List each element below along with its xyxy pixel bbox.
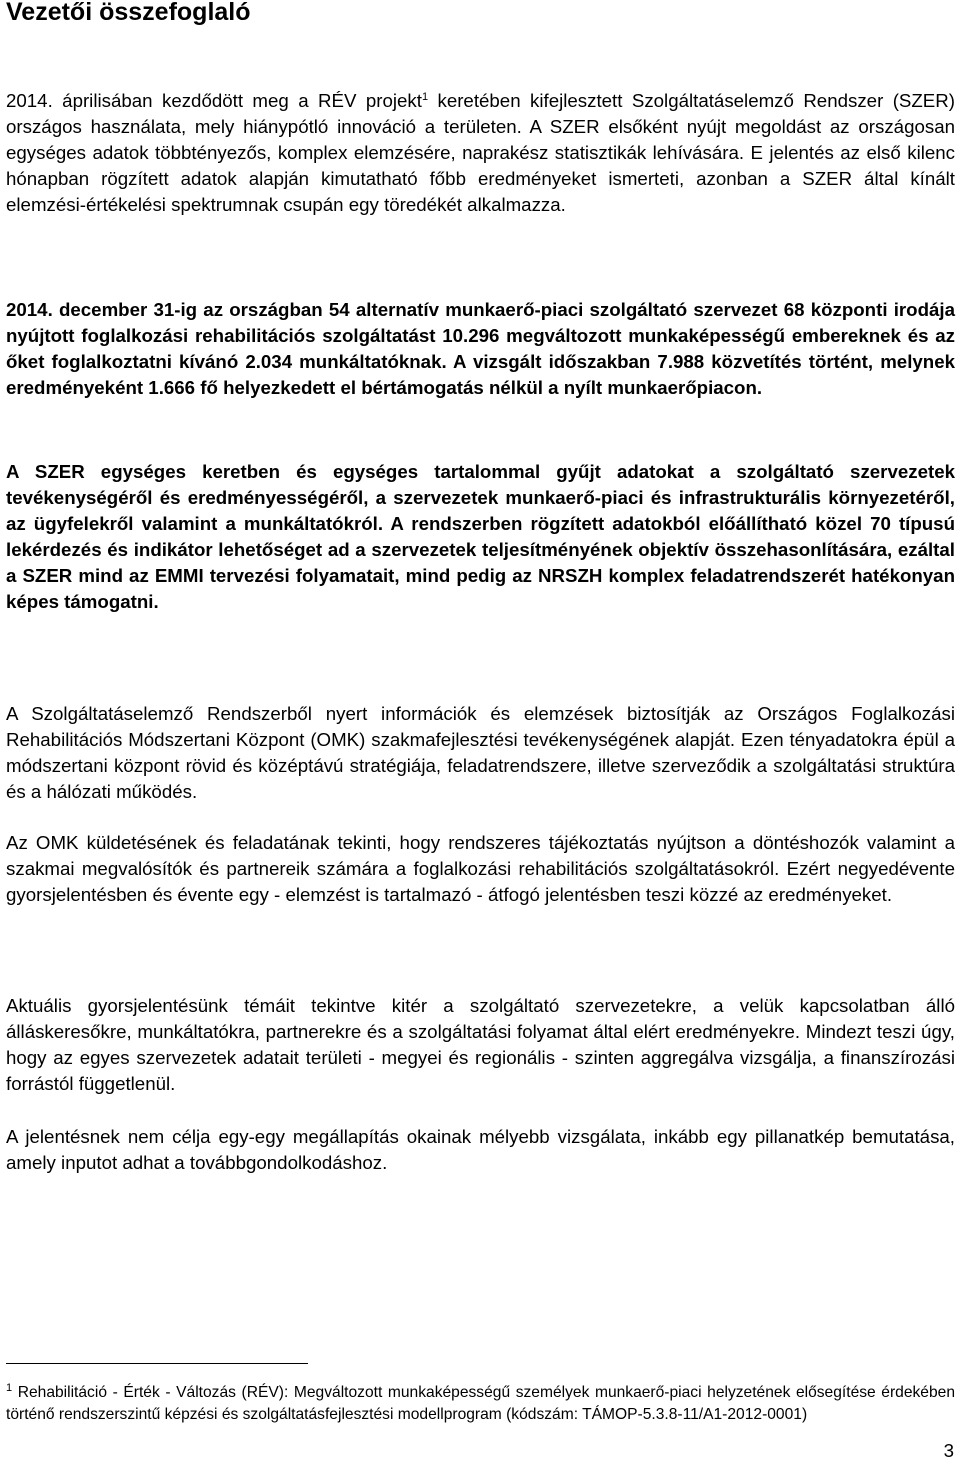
footnote-separator (6, 1363, 308, 1364)
footnote (6, 1382, 955, 1426)
paragraph-intro (6, 88, 955, 218)
page-title: Vezetői összefoglaló (6, 0, 251, 26)
paragraph-omk-foundation: A Szolgáltatáselemző Rendszerből nyert információk és elemzések biztosítják az Országos Foglalkozási Rehabilitációs Módszertani Központ (OMK) szakmafejlesztési tevékenységének alapját. Ezen tényadatokra épül a módszertani központ rövid és középtávú stratégiája, feladatrendszere, illetve szerveződik a szolgáltatási struktúra és a hálózati működés. (6, 703, 955, 802)
paragraph-omk-mission: Az OMK küldetésének és feladatának tekinti, hogy rendszeres tájékoztatás nyújtson a döntéshozók valamint a szakmai megvalósítók és partnereik számára a foglalkozási rehabilitációs szolgáltatásokról. Ezért negyedévente gyorsjelentésben és évente egy - elemzést is tartalmazó - átfogó jelentésben teszi közzé az eredményeket. (6, 832, 955, 905)
paragraph-intro-text-start: 2014. áprilisában kezdődött meg a RÉV projekt (6, 90, 422, 111)
paragraph-intro-text-end: keretében kifejlesztett Szolgáltatáselemző Rendszer (SZER) országos használata, mely hiánypótló innováció a területen. A SZER elsőként nyújt megoldást az országosan egységes adatok többtényezős, komplex elemzésére, naprakész statisztikák lehívására. E jelentés az első kilenc hónapban rögzített adatok alapján kimutatható főbb eredményeket ismerteti, azonban a SZER által kínált elemzési-értékelési spektrumnak csupán egy töredékét alkalmazza. (6, 90, 955, 215)
paragraph-report-purpose: A jelentésnek nem célja egy-egy megállapítás okainak mélyebb vizsgálata, inkább egy pillanatkép bemutatása, amely inputot adhat a továbbgondolkodáshoz. (6, 1126, 955, 1173)
paragraph-key-results: 2014. december 31-ig az országban 54 alternatív munkaerő-piaci szolgáltató szervezet 68 központi irodája nyújtott foglalkozási rehabilitációs szolgáltatást 10.296 megváltozott munkaképességű embereknek és az őket foglalkoztatni kívánó 2.034 munkáltatóknak. A vizsgált időszakban 7.988 közvetítés történt, melynek eredményeként 1.666 fő helyezkedett el bértámogatás nélkül a nyílt munkaerőpiacon. (6, 299, 955, 398)
footnote-text: Rehabilitáció - Érték - Változás (RÉV): Megváltozott munkaképességű személyek munkaerő-piaci helyzetének elősegítése érdekében történő rendszerszintű képzési és szolgáltatásfejlesztési modellprogram (kódszám: TÁMOP-5.3.8-11/A1-2012-0001) (6, 1384, 955, 1423)
footnote-marker: 1 (6, 1381, 13, 1394)
paragraph-szer-description: A SZER egységes keretben és egységes tartalommal gyűjt adatokat a szolgáltató szervezetek tevékenységéről és eredményességéről, a szervezetek munkaerő-piaci és infrastrukturális környezetéről, az ügyfelekről valamint a munkáltatókról. A rendszerben rögzített adatokból előállítható közel 70 típusú lekérdezés és indikátor lehetőséget ad a szervezetek teljesítményének objektív összehasonlítására, ezáltal a SZER mind az EMMI tervezési folyamatait, mind pedig az NRSZH komplex feladatrendszerét hatékonyan képes támogatni. (6, 461, 955, 612)
paragraph-report-topics: Aktuális gyorsjelentésünk témáit tekintve kitér a szolgáltató szervezetekre, a velük kapcsolatban álló álláskeresőkre, munkáltatókra, partnerekre és a szolgáltatási folyamat által elért eredményekre. Mindezt teszi úgy, hogy az egyes szervezetek adatait területi - megyei és regionális - szinten aggregálva vizsgálja, a finanszírozási forrástól függetlenül. (6, 995, 955, 1094)
footnote-reference: 1 (421, 90, 429, 103)
page-number: 3 (943, 1440, 954, 1461)
